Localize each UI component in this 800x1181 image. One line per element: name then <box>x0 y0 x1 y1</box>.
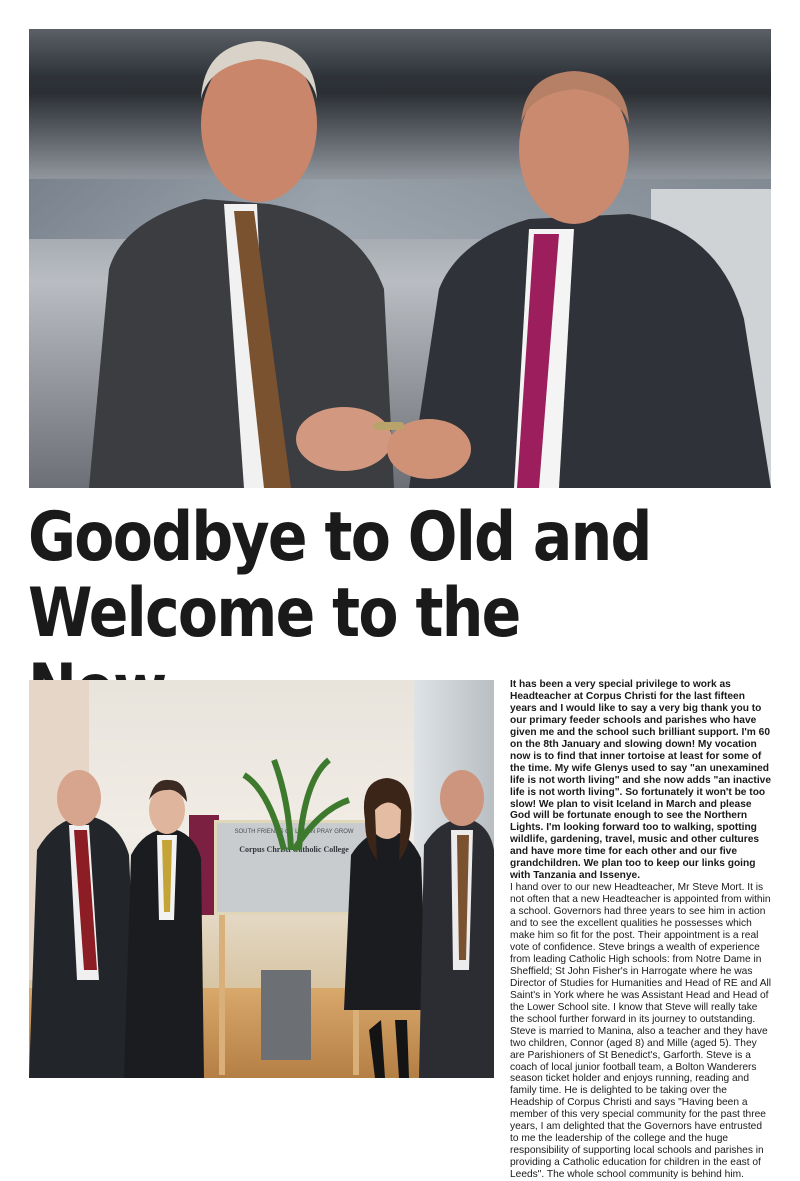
two-men-handshake-illustration <box>29 29 771 488</box>
title-line-1: Goodbye to Old and <box>28 498 651 577</box>
article-body-paragraph: I hand over to our new Headteacher, Mr Steve Mort. It is not often that a new Headteacher is appointed from within a school. Governors had three years to see him in action and to see the excellent qualities he possesses which make him so fit for the post. Their appointment is a real vote of confidence. Steve brings a wealth of experience from leading Catholic High schools: from Notre Dame in Sheffield; St John Fisher's in Harrogate where he was Director of Studies for Humanities and Head of RE and All Saint's in York where he was Assistant Head and Head of the Lower School site. I know that Steve will really take the school further forward in its journey to outstanding. Steve is married to Manina, also a teacher and they have two children, Connor (aged 8) and Mille (aged 5). They are Parishioners of St Benedict's, Garforth. Steve is a coach of local junior football team, a Bolton Wanderers season ticket holder and enjoys running, reading and family time. He is delighted to be taking over the Headship of Corpus Christi and says "Having been a member of this very special community for the past three years, I am delighted that the Governors have entrusted to me the leadership of the college and the huge responsibility of supporting local schools and parishes in providing a Catholic education for children in the east of Leeds". The whole school community is behind him. <box>510 882 772 1181</box>
ceremony-photo <box>29 680 494 1078</box>
hero-photo <box>29 29 771 488</box>
plaque-line-2: Corpus Christi Catholic College <box>239 845 349 854</box>
people-illustration <box>29 680 494 1078</box>
elderly-man-figure <box>29 770 139 1078</box>
article-lead-paragraph: It has been a very special privilege to work as Headteacher at Corpus Christi for the last fifteen years and I would like to say a very big thank you to our primary feeder schools and parishes who have given me and the school such brilliant support. I'm 60 on the 8th January and slowing down! My vocation now is to find that inner tortoise at least for some of the time. My wife Glenys used to say "an unexamined life is not worth living" and she now adds "an inactive life is not worth living". So fortunately it won't be too slow! We plan to visit Iceland in March and please God will be fortunate enough to see the Northern Lights. I'm looking forward too to walking, spotting wildlife, gardening, travel, music and other cultures and have more time for each other and our five grandchildren. We plan too to keep our links going with Tanzania and Issenye. <box>510 679 771 882</box>
title-line-2: Welcome to the <box>28 574 520 653</box>
key-object <box>374 422 404 430</box>
girl-student-figure <box>344 778 427 1078</box>
plant-figure <box>244 760 349 1060</box>
right-man-figure <box>387 71 771 488</box>
right-man-figure <box>419 770 494 1078</box>
left-man-figure <box>89 41 394 488</box>
plaque-line-1: SOUTH FRIENDS OF LEARN PRAY GROW <box>234 829 354 835</box>
boy-student-figure <box>124 780 204 1078</box>
